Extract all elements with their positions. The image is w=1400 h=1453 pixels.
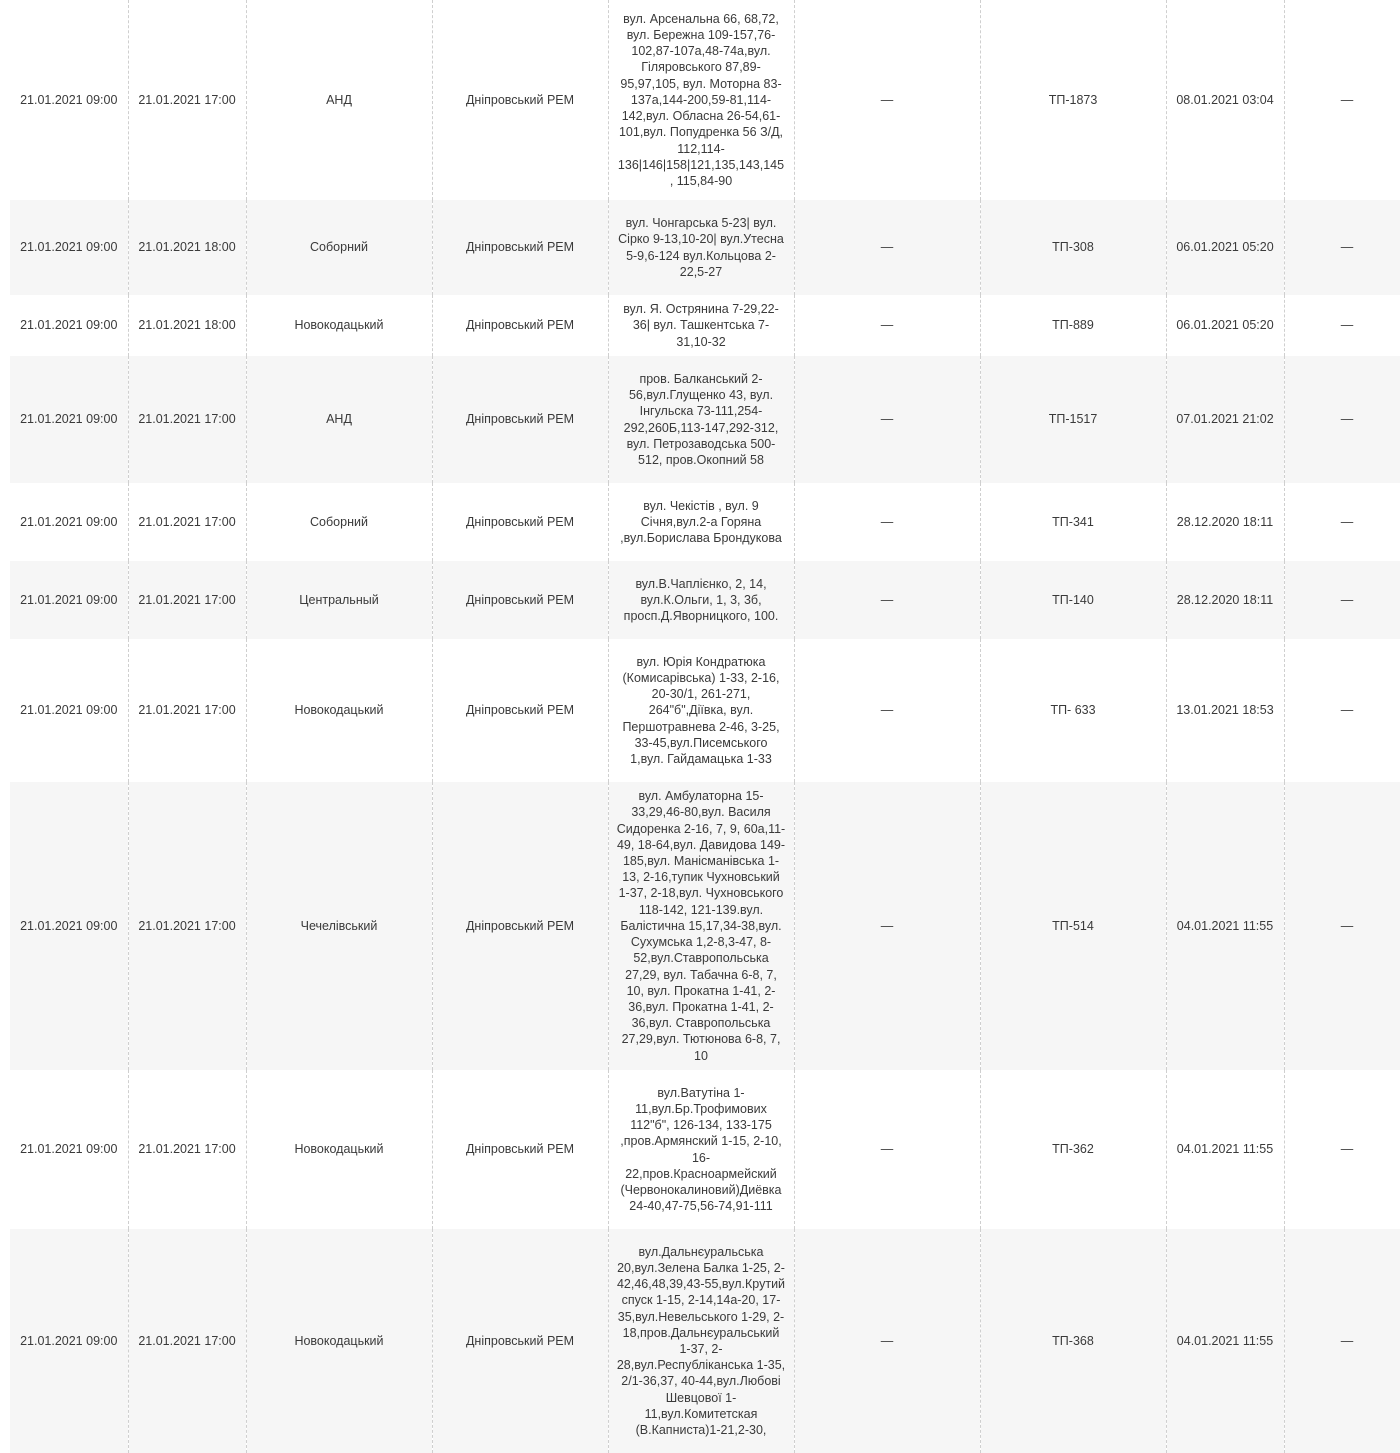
address-cell: вул.Дальнєуральська 20,вул.Зелена Балка 1-25, 2-42,46,48,39,43-55,вул.Крутий спуск 1-15, 2-14,14а-20, 17-35,вул.Невельського 1-29, 2-18,пров.Дальнєуральський 1-37, 2-28,вул.Республіканська 1-35, 2/1-36,37, 40-44,вул.Любові Шевцової 1-11,вул.Комитетская (В.Капниста)1-21,2-30, bbox=[608, 1229, 794, 1453]
district-cell: Новокодацький bbox=[246, 639, 432, 782]
district-cell: Соборний bbox=[246, 483, 432, 561]
reason-cell: — bbox=[794, 483, 980, 561]
table-row bbox=[10, 200, 1400, 295]
end-time-cell: 21.01.2021 17:00 bbox=[128, 1229, 246, 1453]
substation-cell: ТП-308 bbox=[980, 200, 1166, 295]
created-time-cell: 06.01.2021 05:20 bbox=[1166, 295, 1284, 356]
start-time-cell: 21.01.2021 09:00 bbox=[10, 561, 128, 639]
end-time-cell: 21.01.2021 17:00 bbox=[128, 483, 246, 561]
end-time-cell: 21.01.2021 17:00 bbox=[128, 0, 246, 200]
table-row bbox=[10, 295, 1400, 356]
note-cell: — bbox=[1284, 356, 1400, 483]
created-time-cell: 13.01.2021 18:53 bbox=[1166, 639, 1284, 782]
start-time-cell: 21.01.2021 09:00 bbox=[10, 0, 128, 200]
district-cell: Новокодацький bbox=[246, 1229, 432, 1453]
table-row bbox=[10, 0, 1400, 200]
district-cell: Новокодацький bbox=[246, 295, 432, 356]
address-cell: вул. Я. Острянина 7-29,22-36| вул. Ташкентська 7-31,10-32 bbox=[608, 295, 794, 356]
note-cell: — bbox=[1284, 295, 1400, 356]
reason-cell: — bbox=[794, 639, 980, 782]
reason-cell: — bbox=[794, 1229, 980, 1453]
table-row bbox=[10, 1229, 1400, 1453]
created-time-cell: 04.01.2021 11:55 bbox=[1166, 1070, 1284, 1229]
end-time-cell: 21.01.2021 17:00 bbox=[128, 1070, 246, 1229]
address-cell: вул. Чонгарська 5-23| вул. Сірко 9-13,10-20| вул.Утесна 5-9,6-124 вул.Кольцова 2-22,5-27 bbox=[608, 200, 794, 295]
table-row bbox=[10, 782, 1400, 1070]
substation-cell: ТП-889 bbox=[980, 295, 1166, 356]
created-time-cell: 06.01.2021 05:20 bbox=[1166, 200, 1284, 295]
substation-cell: ТП- 633 bbox=[980, 639, 1166, 782]
end-time-cell: 21.01.2021 18:00 bbox=[128, 295, 246, 356]
address-cell: вул.Ватутіна 1-11,вул.Бр.Трофимових 112"б", 126-134, 133-175 ,пров.Армянский 1-15, 2-10, 16-22,пров.Красноармейский (Червонокалиновий)Диёвка 24-40,47-75,56-74,91-111 bbox=[608, 1070, 794, 1229]
rem-cell: Дніпровський РЕМ bbox=[432, 200, 608, 295]
rem-cell: Дніпровський РЕМ bbox=[432, 1070, 608, 1229]
district-cell: Соборний bbox=[246, 200, 432, 295]
substation-cell: ТП-514 bbox=[980, 782, 1166, 1070]
rem-cell: Дніпровський РЕМ bbox=[432, 1229, 608, 1453]
address-cell: пров. Балканський 2-56,вул.Глущенко 43, вул. Інгульска 73-111,254-292,260Б,113-147,292-312, вул. Петрозаводська 500-512, пров.Окопний 58 bbox=[608, 356, 794, 483]
substation-cell: ТП-362 bbox=[980, 1070, 1166, 1229]
rem-cell: Дніпровський РЕМ bbox=[432, 356, 608, 483]
table-row bbox=[10, 561, 1400, 639]
created-time-cell: 07.01.2021 21:02 bbox=[1166, 356, 1284, 483]
reason-cell: — bbox=[794, 782, 980, 1070]
table-row bbox=[10, 483, 1400, 561]
reason-cell: — bbox=[794, 295, 980, 356]
rem-cell: Дніпровський РЕМ bbox=[432, 782, 608, 1070]
substation-cell: ТП-341 bbox=[980, 483, 1166, 561]
rem-cell: Дніпровський РЕМ bbox=[432, 0, 608, 200]
created-time-cell: 04.01.2021 11:55 bbox=[1166, 782, 1284, 1070]
reason-cell: — bbox=[794, 0, 980, 200]
start-time-cell: 21.01.2021 09:00 bbox=[10, 1229, 128, 1453]
district-cell: АНД bbox=[246, 356, 432, 483]
outage-schedule-table bbox=[10, 0, 1400, 1453]
start-time-cell: 21.01.2021 09:00 bbox=[10, 1070, 128, 1229]
note-cell: — bbox=[1284, 1229, 1400, 1453]
district-cell: АНД bbox=[246, 0, 432, 200]
reason-cell: — bbox=[794, 561, 980, 639]
reason-cell: — bbox=[794, 1070, 980, 1229]
start-time-cell: 21.01.2021 09:00 bbox=[10, 356, 128, 483]
note-cell: — bbox=[1284, 782, 1400, 1070]
substation-cell: ТП-368 bbox=[980, 1229, 1166, 1453]
table-row bbox=[10, 356, 1400, 483]
end-time-cell: 21.01.2021 17:00 bbox=[128, 639, 246, 782]
reason-cell: — bbox=[794, 200, 980, 295]
rem-cell: Дніпровський РЕМ bbox=[432, 295, 608, 356]
start-time-cell: 21.01.2021 09:00 bbox=[10, 200, 128, 295]
note-cell: — bbox=[1284, 483, 1400, 561]
note-cell: — bbox=[1284, 200, 1400, 295]
end-time-cell: 21.01.2021 17:00 bbox=[128, 782, 246, 1070]
address-cell: вул. Чекістів , вул. 9 Січня,вул.2-а Горяна ,вул.Борислава Брондукова bbox=[608, 483, 794, 561]
address-cell: вул. Юрія Кондратюка (Комисарівська) 1-33, 2-16, 20-30/1, 261-271, 264"б",Діївка, вул. Першотравнева 2-46, 3-25, 33-45,вул.Писемського 1,вул. Гайдамацька 1-33 bbox=[608, 639, 794, 782]
substation-cell: ТП-1517 bbox=[980, 356, 1166, 483]
substation-cell: ТП-140 bbox=[980, 561, 1166, 639]
reason-cell: — bbox=[794, 356, 980, 483]
note-cell: — bbox=[1284, 639, 1400, 782]
start-time-cell: 21.01.2021 09:00 bbox=[10, 483, 128, 561]
rem-cell: Дніпровський РЕМ bbox=[432, 639, 608, 782]
start-time-cell: 21.01.2021 09:00 bbox=[10, 639, 128, 782]
substation-cell: ТП-1873 bbox=[980, 0, 1166, 200]
rem-cell: Дніпровський РЕМ bbox=[432, 483, 608, 561]
created-time-cell: 04.01.2021 11:55 bbox=[1166, 1229, 1284, 1453]
note-cell: — bbox=[1284, 561, 1400, 639]
start-time-cell: 21.01.2021 09:00 bbox=[10, 782, 128, 1070]
created-time-cell: 28.12.2020 18:11 bbox=[1166, 561, 1284, 639]
table-row bbox=[10, 639, 1400, 782]
rem-cell: Дніпровський РЕМ bbox=[432, 561, 608, 639]
end-time-cell: 21.01.2021 18:00 bbox=[128, 200, 246, 295]
address-cell: вул. Амбулаторна 15-33,29,46-80,вул. Василя Сидоренка 2-16, 7, 9, 60а,11-49, 18-64,вул. Давидова 149-185,вул. Манісманівська 1-13, 2-16,тупик Чухновський 1-37, 2-18,вул. Чухновського 118-142, 121-139.вул. Балістична 15,17,34-38,вул. Сухумська 1,2-8,3-47, 8-52,вул.Ставропольська 27,29, вул. Табачна 6-8, 7, 10, вул. Прокатна 1-41, 2-36,вул. Прокатна 1-41, 2-36,вул. Ставропольська 27,29,вул. Тютюнова 6-8, 7, 10 bbox=[608, 782, 794, 1070]
district-cell: Центральный bbox=[246, 561, 432, 639]
end-time-cell: 21.01.2021 17:00 bbox=[128, 356, 246, 483]
district-cell: Новокодацький bbox=[246, 1070, 432, 1229]
start-time-cell: 21.01.2021 09:00 bbox=[10, 295, 128, 356]
table-row bbox=[10, 1070, 1400, 1229]
created-time-cell: 08.01.2021 03:04 bbox=[1166, 0, 1284, 200]
district-cell: Чечелівський bbox=[246, 782, 432, 1070]
outage-table-body bbox=[10, 0, 1400, 1453]
created-time-cell: 28.12.2020 18:11 bbox=[1166, 483, 1284, 561]
address-cell: вул. Арсенальна 66, 68,72, вул. Бережна 109-157,76-102,87-107а,48-74а,вул. Гіляровського 87,89-95,97,105, вул. Моторна 83-137а,144-200,59-81,114-142,вул. Обласна 26-54,61-101,вул. Попудренка 56 З/Д, 112,114-136|146|158|121,135,143,145, 115,84-90 bbox=[608, 0, 794, 200]
end-time-cell: 21.01.2021 17:00 bbox=[128, 561, 246, 639]
note-cell: — bbox=[1284, 0, 1400, 200]
note-cell: — bbox=[1284, 1070, 1400, 1229]
address-cell: вул.В.Чаплієнко, 2, 14, вул.К.Ольги, 1, 3, 3б, просп.Д.Яворницкого, 100. bbox=[608, 561, 794, 639]
